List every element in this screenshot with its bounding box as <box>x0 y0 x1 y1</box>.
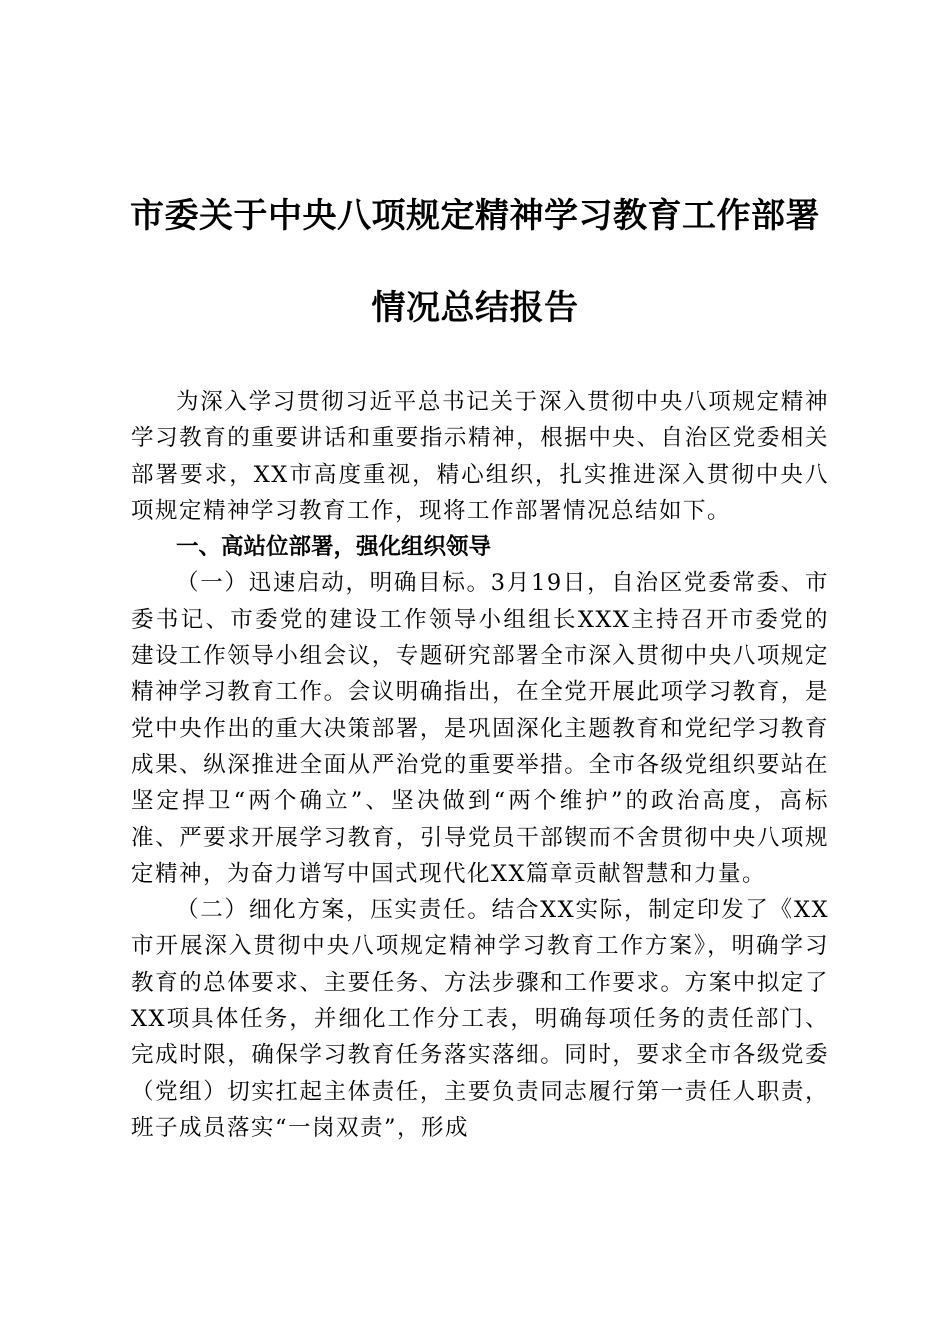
body-paragraph-2: （二）细化方案，压实责任。结合XX实际，制定印发了《XX市开展深入贯彻中央八项规定精神学习教育工作方案》，明确学习教育的总体要求、主要任务、方法步骤和工作要求。方案中拟定了XX项具体任务，并细化工作分工表，明确每项任务的责任部门、完成时限，确保学习教育任务落实落细。同时，要求全市各级党委（党组）切实扛起主体责任，主要负责同志履行第一责任人职责，班子成员落实“一岗双责”，形成 <box>131 897 829 1141</box>
document-body <box>131 384 829 1146</box>
section-heading-1: 一、高站位部署，强化组织领导 <box>176 534 492 561</box>
intro-paragraph: 为深入学习贯彻习近平总书记关于深入贯彻中央八项规定精神学习教育的重要讲话和重要指示精神，根据中央、自治区党委相关部署要求，XX市高度重视，精心组织，扎实推进深入贯彻中央八项规定精神学习教育工作，现将工作部署情况总结如下。 <box>131 389 829 524</box>
document-title-line-2: 情况总结报告 <box>371 288 579 328</box>
document-title-line-1: 市委关于中央八项规定精神学习教育工作部署 <box>130 196 820 236</box>
body-paragraph-1: （一）迅速启动，明确目标。3月19日，自治区党委常委、市委书记、市委党的建设工作领导小组组长XXX主持召开市委党的建设工作领导小组会议，专题研究部署全市深入贯彻中央八项规定精神学习教育工作。会议明确指出，在全党开展此项学习教育，是党中央作出的重大决策部署，是巩固深化主题教育和党纪学习教育成果、纵深推进全面从严治党的重要举措。全市各级党组织要站在坚定捍卫“两个确立”、坚决做到“两个维护”的政治高度，高标准、严要求开展学习教育，引导党员干部锲而不舍贯彻中央八项规定精神，为奋力谱写中国式现代化XX篇章贡献智慧和力量。 <box>131 570 829 887</box>
